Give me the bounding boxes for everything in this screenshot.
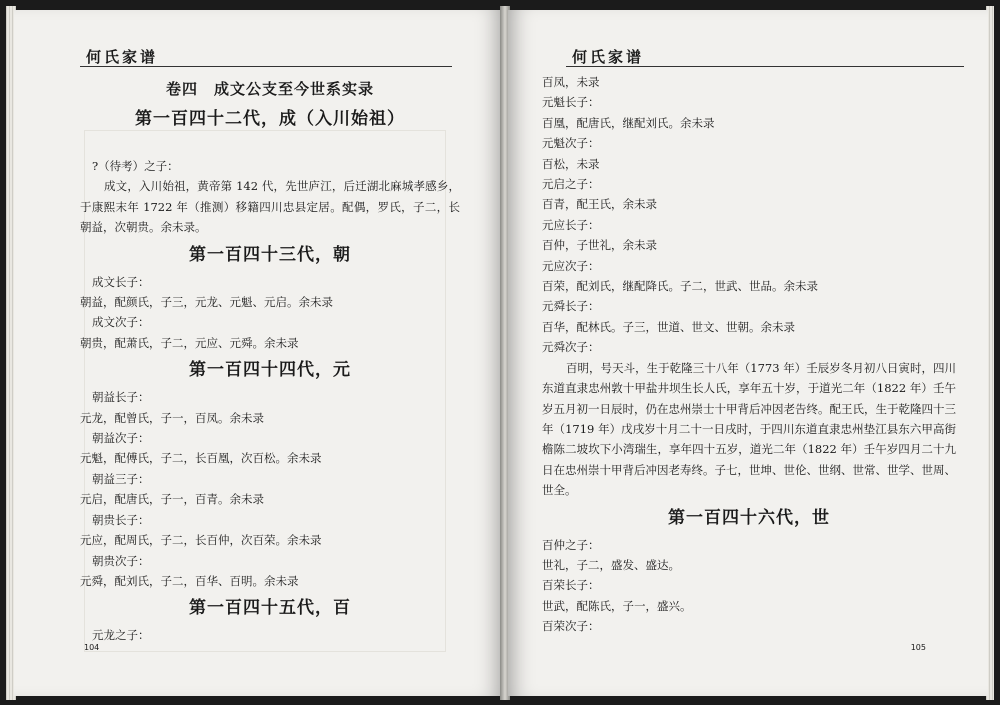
record-line: 百青，配王氏，余未录	[542, 197, 657, 212]
record-line: 元应长子：	[542, 217, 600, 232]
record-line: 元舜长子：	[542, 299, 600, 314]
record-line: 百仲之子：	[542, 537, 600, 552]
page-number: 105	[910, 643, 926, 652]
biography-paragraph: 百明，号天斗，生于乾隆三十八年（1773 年）壬辰岁冬月初八日寅时，四川东道直隶忠州敦十甲盐井坝生长人氏，享年五十岁，于道光二年（1822 年）壬午岁五月初一日辰时，仍在忠州崇士十甲背后冲因老告终。配王氏，生于乾隆四十三年（1719 年）戊戌岁十月二十一日戌时，于四川东道直隶忠州垫江县东六甲高街檐陈二坡坎下小湾瑞生，享年四十五岁，道光二年（1822 年）壬午岁四月二十九日在忠州崇十甲背后冲因老寿终。子七，世坤、世伦、世纲、世常、世学、世周、世全。	[542, 360, 956, 498]
record-line: 元应，配周氏，子二，长百仲，次百荣。余未录	[80, 533, 322, 548]
record-line: 元魁长子：	[542, 95, 600, 110]
record-line: 世礼，子二，盛发、盛达。	[542, 557, 680, 572]
record-line: 元启之子：	[542, 177, 600, 192]
record-line: 元启，配唐氏，子一，百青。余未录	[80, 492, 264, 507]
record-line: 百荣长子：	[542, 578, 600, 593]
record-line: 元舜次子：	[542, 340, 600, 355]
generation-heading: 第一百四十五代，百	[189, 598, 351, 619]
volume-title: 卷四 成文公支至今世系实录	[165, 80, 374, 98]
record-line: 元舜，配刘氏，子二，百华、百明。余未录	[80, 573, 299, 588]
header-rule	[566, 66, 964, 67]
right-page	[508, 10, 988, 696]
parent-label: 元龙之子：	[92, 628, 150, 643]
record-line: 百松，未录	[542, 156, 600, 171]
parent-label: ?（待考）之子：	[92, 159, 179, 173]
parent-label: 朝益次子：	[92, 431, 150, 446]
record-line: 朝益，配颜氏，子三，元龙、元魁、元启。余未录	[80, 295, 333, 310]
record-line: 朝贵，配萧氏，子二，元应、元舜。余未录	[80, 335, 299, 350]
record-line: 元魁，配傅氏，子二，长百凰，次百松。余未录	[80, 451, 322, 466]
page-header: 何氏家谱	[86, 48, 159, 66]
left-page-text	[80, 76, 460, 646]
left-page	[14, 10, 502, 696]
spacer	[80, 136, 460, 156]
parent-label: 成文长子：	[92, 274, 150, 289]
record-line: 百华，配林氏。子三，世道、世文、世朝。余未录	[542, 319, 795, 334]
parent-label: 朝益长子：	[92, 390, 150, 405]
parent-label: 朝益三子：	[92, 471, 150, 486]
generation-heading: 第一百四十二代，成（入川始祖）	[135, 109, 405, 129]
record-line: 百荣次子：	[542, 619, 600, 634]
record-line: 世武，配陈氏，子一，盛兴。	[542, 598, 692, 613]
parent-label: 朝贵次子：	[92, 553, 150, 568]
right-page-text	[542, 72, 956, 637]
header-rule	[80, 66, 452, 67]
generation-heading: 第一百四十三代，朝	[189, 244, 351, 265]
open-book	[6, 6, 994, 700]
parent-label: 朝贵长子：	[92, 512, 150, 527]
record-line: 百荣，配刘氏，继配降氏。子二，世武、世品。余未录	[542, 279, 818, 294]
record-line: 百凰，配唐氏，继配刘氏。余未录	[542, 115, 715, 130]
record-line: 元应次子：	[542, 258, 600, 273]
record-line: 百仲，子世礼，余未录	[542, 238, 657, 253]
generation-heading: 第一百四十六代，世	[668, 507, 830, 528]
record-line: 元魁次子：	[542, 136, 600, 151]
record-line: 元龙，配曾氏，子一，百凤。余未录	[80, 410, 264, 425]
biography-paragraph: 成文，入川始祖，黄帝第 142 代，先世庐江，后迁湖北麻城孝感乡，于康熙末年 1722 年（推测）移籍四川忠县定居。配偶，罗氏，子二，长朝益，次朝贵。余未录。	[80, 179, 460, 235]
page-header: 何氏家谱	[572, 48, 645, 66]
page-number: 104	[84, 643, 100, 652]
parent-label: 成文次子：	[92, 315, 150, 330]
generation-heading: 第一百四十四代，元	[189, 360, 351, 381]
record-line: 百凤，未录	[542, 75, 600, 89]
